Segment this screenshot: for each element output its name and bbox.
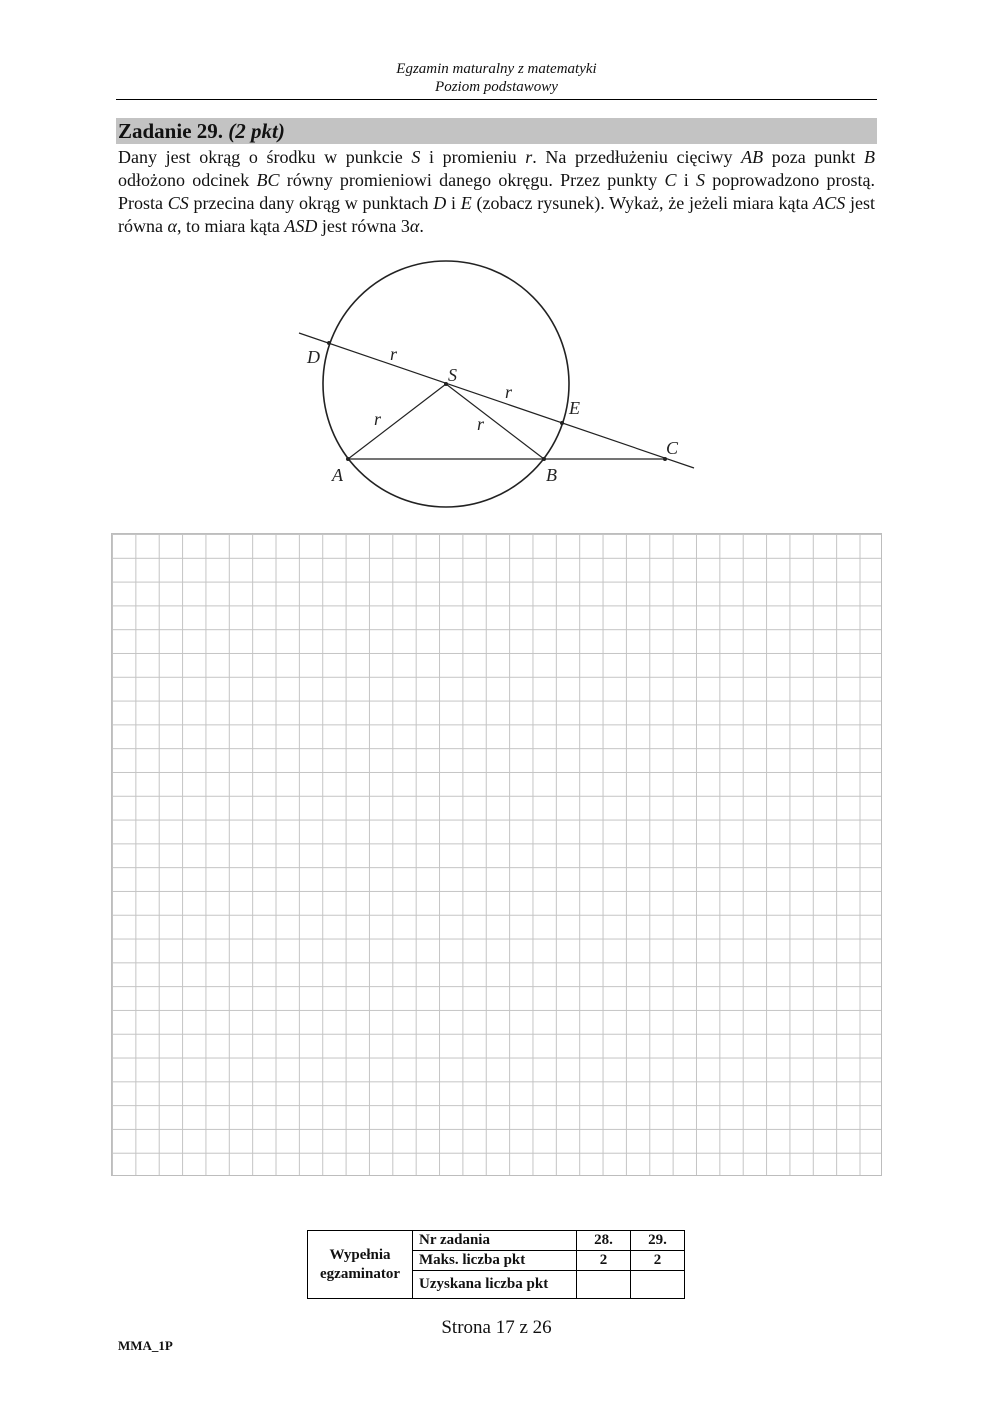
math-symbol: CS: [167, 193, 189, 213]
text-fragment: i: [446, 193, 461, 213]
text-fragment: poza punkt: [763, 147, 864, 167]
text-fragment: , to miara kąta: [176, 216, 285, 236]
label-s: S: [448, 365, 457, 385]
task-28-got[interactable]: [577, 1271, 631, 1299]
segment-sb: [446, 384, 544, 459]
exam-level: Poziom podstawowy: [435, 79, 558, 95]
text-fragment: (zobacz rysunek). Wykaż, że jeżeli miara kąta: [471, 193, 814, 213]
math-symbol: α: [167, 216, 177, 236]
label-r-sa: r: [374, 409, 382, 429]
task-29-got[interactable]: [631, 1271, 685, 1299]
math-symbol: r: [525, 147, 533, 167]
task-28-max: 2: [577, 1251, 631, 1271]
label-d: D: [307, 347, 320, 367]
math-symbol: α: [409, 216, 420, 236]
point-a: [346, 457, 350, 461]
point-b: [542, 457, 546, 461]
label-r-sb: r: [477, 414, 485, 434]
text-fragment: równy promieniowi danego okręgu. Przez punkty: [279, 170, 665, 190]
math-symbol: S: [696, 170, 706, 190]
filled-by-cell: Wypełnia egzaminator: [308, 1231, 413, 1299]
geometry-figure: [280, 250, 710, 515]
line-dc: [299, 333, 694, 468]
score-table: [307, 1230, 685, 1299]
math-symbol: B: [864, 147, 875, 167]
math-symbol: C: [664, 170, 677, 190]
label-e: E: [569, 398, 580, 418]
task-29-number: 29.: [631, 1231, 685, 1251]
text-fragment: poprowadzono prostą. Prosta: [118, 170, 875, 213]
row-max-label: Maks. liczba pkt: [413, 1251, 577, 1271]
text-fragment: odłożono odcinek: [118, 170, 257, 190]
exam-title: Egzamin maturalny z matematyki: [396, 61, 597, 77]
math-symbol: BC: [256, 170, 280, 190]
text-fragment: i promieniu: [420, 147, 526, 167]
answer-grid[interactable]: [111, 533, 882, 1176]
point-d: [327, 341, 331, 345]
text-fragment: jest równa 3: [317, 216, 410, 236]
label-r-ds: r: [390, 344, 398, 364]
text-fragment: jest równa: [118, 193, 876, 236]
task-28-number: 28.: [577, 1231, 631, 1251]
task-text: [118, 146, 875, 238]
text-fragment: przecina dany okrąg w punktach: [188, 193, 434, 213]
text-fragment: i: [676, 170, 697, 190]
math-symbol: E: [460, 193, 472, 213]
math-symbol: ASD: [284, 216, 318, 236]
text-fragment: . Na przedłużeniu cięciwy: [532, 147, 742, 167]
text-fragment: .: [419, 216, 424, 236]
label-c: C: [666, 438, 679, 458]
math-symbol: S: [411, 147, 421, 167]
segment-sa: [348, 384, 446, 459]
label-r-se: r: [505, 382, 513, 402]
exam-code: MMA_1P: [118, 1338, 173, 1353]
text-fragment: Dany jest okrąg o środku w punkcie: [118, 147, 412, 167]
label-a: A: [332, 465, 343, 485]
math-symbol: D: [433, 193, 447, 213]
task-29-max: 2: [631, 1251, 685, 1271]
row-got-label: Uzyskana liczba pkt: [413, 1271, 577, 1299]
task-number: Zadanie 29.: [118, 119, 224, 143]
point-e: [560, 421, 564, 425]
task-points: (2 pkt): [228, 119, 285, 143]
math-symbol: ACS: [813, 193, 846, 213]
row-task-label: Nr zadania: [413, 1231, 577, 1251]
page-header: [116, 60, 877, 100]
task-title: [116, 118, 877, 144]
math-symbol: AB: [741, 147, 764, 167]
label-b: B: [546, 465, 557, 485]
page-number: Strona 17 z 26: [441, 1317, 552, 1338]
